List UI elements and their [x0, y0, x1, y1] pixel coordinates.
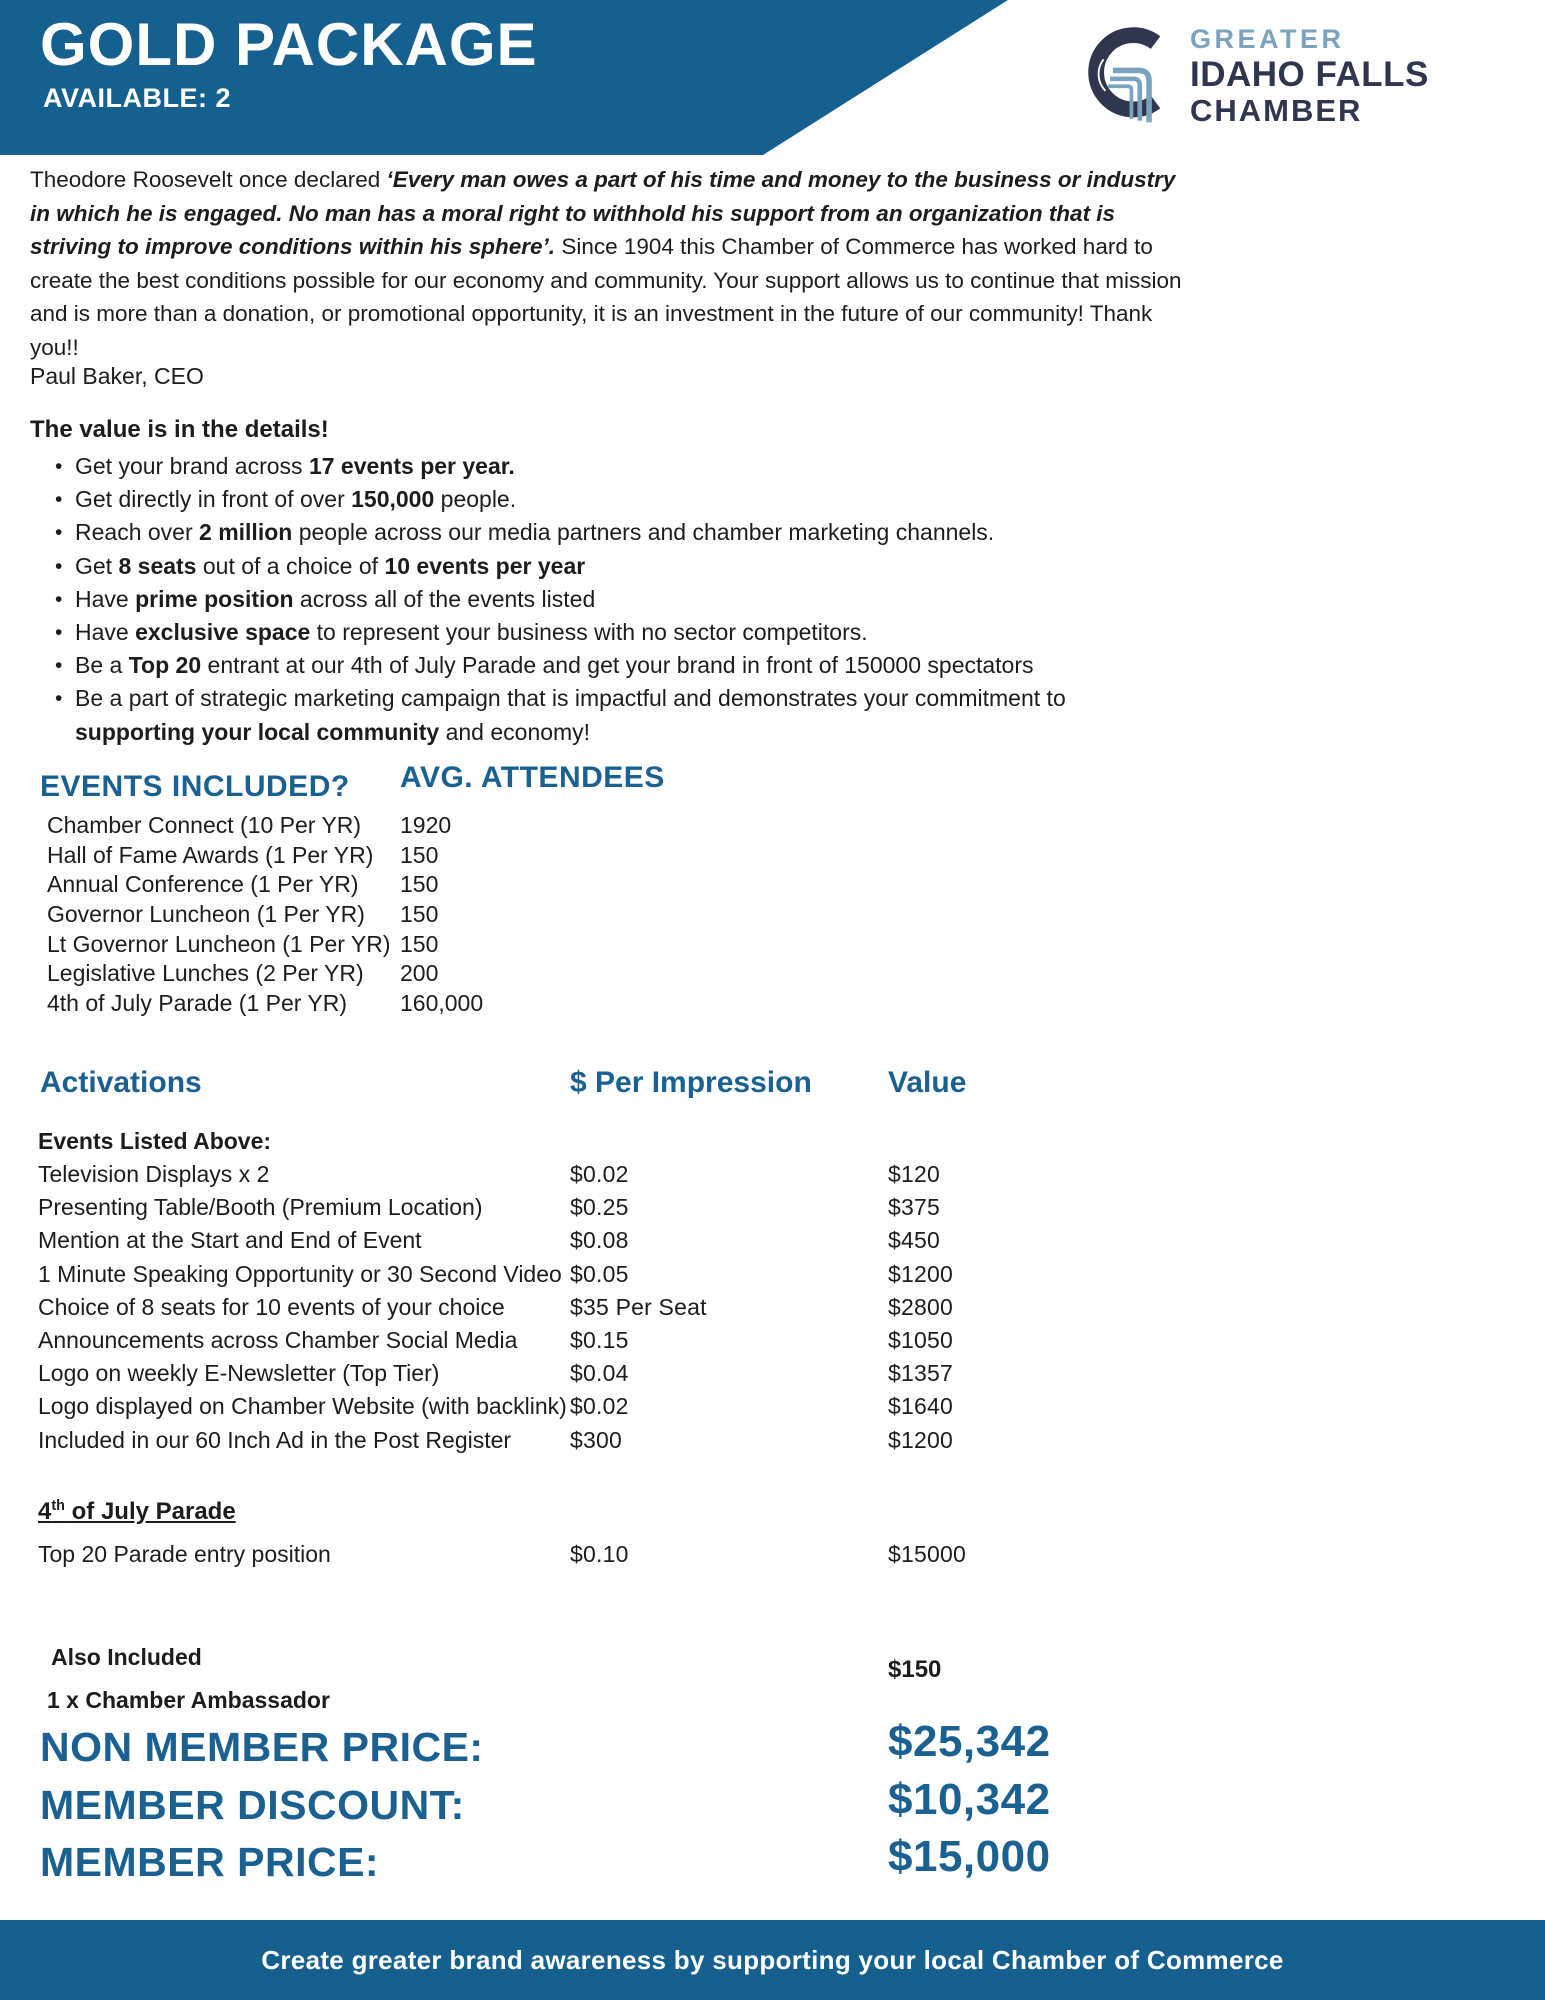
details-heading: The value is in the details!	[30, 416, 329, 443]
price-label: NON MEMBER PRICE:	[40, 1724, 484, 1770]
activation-value: $1200	[888, 1426, 953, 1453]
parade-row	[38, 1541, 1505, 1574]
chamber-logo	[1072, 24, 1429, 128]
activation-per-impression: $0.15	[570, 1326, 629, 1353]
activations-heading: Activations	[40, 1066, 202, 1099]
activation-label: Announcements across Chamber Social Media	[38, 1326, 518, 1353]
event-name: 4th of July Parade (1 Per YR)	[47, 990, 347, 1017]
price-value: $10,342	[888, 1774, 1051, 1824]
price-label: MEMBER DISCOUNT:	[40, 1781, 465, 1828]
event-row	[47, 931, 483, 961]
avg-attendees-heading: AVG. ATTENDEES	[400, 761, 665, 794]
value-heading: Value	[888, 1066, 967, 1099]
benefit-item	[30, 450, 1105, 483]
activation-value: $1640	[888, 1393, 953, 1420]
event-name: Governor Luncheon (1 Per YR)	[47, 901, 365, 928]
activation-value: $1200	[888, 1260, 953, 1287]
event-attendees: 1920	[400, 812, 452, 838]
activation-row	[38, 1194, 1505, 1227]
event-row	[47, 871, 483, 901]
footer-band	[0, 1920, 1545, 2000]
event-row	[47, 960, 483, 990]
benefit-text: Get directly in front of over 150,000 people.	[75, 486, 517, 513]
intro-paragraph: Theodore Roosevelt once declared ‘Every man owes a part of his time and money to the business or industry in which he is engaged. No man has a moral right to withhold his support from an organization that is striving to improve conditions within his sphere’. Since 1904 this Chamber of Commerce has worked hard to create the best conditions possible for our economy and community. Your support allows us to continue that mission and is more than a donation, or promotional opportunity, it is an investment in the future of our community! Thank you!!	[30, 167, 1182, 360]
benefit-text: Get 8 seats out of a choice of 10 events per year	[75, 552, 586, 579]
activation-per-impression: $0.08	[570, 1227, 629, 1254]
event-row	[47, 901, 483, 931]
activation-value: $1050	[888, 1326, 953, 1353]
activation-label: Presenting Table/Booth (Premium Location)	[38, 1194, 483, 1221]
chamber-logo-text	[1190, 24, 1429, 126]
activation-per-impression: $0.04	[570, 1360, 629, 1387]
benefit-item	[30, 616, 1105, 649]
benefit-text: Get your brand across 17 events per year.	[75, 453, 515, 479]
also-included-label: Also Included	[51, 1644, 202, 1670]
price-row	[40, 1774, 1505, 1840]
activation-label: Television Displays x 2	[38, 1161, 270, 1187]
event-attendees: 200	[400, 960, 439, 987]
footer-tagline: Create greater brand awareness by supporting your local Chamber of Commerce	[261, 1944, 1284, 1975]
parade-per-impression: $0.10	[570, 1541, 629, 1567]
event-attendees: 160,000	[400, 990, 484, 1017]
activation-per-impression: $0.02	[570, 1393, 629, 1420]
benefit-item	[30, 583, 1105, 616]
chamber-ambassador-value: $150	[888, 1656, 942, 1683]
activation-value: $375	[888, 1194, 940, 1221]
price-row	[40, 1717, 1505, 1782]
price-value: $15,000	[888, 1832, 1051, 1881]
event-name: Lt Governor Luncheon (1 Per YR)	[47, 930, 391, 957]
price-value: $25,342	[888, 1717, 1051, 1766]
logo-idaho-falls: IDAHO FALLS	[1190, 55, 1429, 94]
per-impression-heading: $ Per Impression	[570, 1066, 812, 1099]
activation-row	[38, 1360, 1505, 1393]
activation-row	[38, 1393, 1505, 1426]
activation-per-impression: $0.02	[570, 1161, 629, 1187]
pricing-table	[40, 1717, 1505, 1897]
activation-per-impression: $0.05	[570, 1260, 629, 1287]
activation-per-impression: $35 Per Seat	[570, 1293, 707, 1320]
events-included-heading: EVENTS INCLUDED?	[40, 770, 350, 803]
activation-row	[38, 1427, 1505, 1460]
events-listed-above-label: Events Listed Above:	[38, 1128, 272, 1154]
activation-value: $450	[888, 1227, 940, 1254]
parade-value: $15000	[888, 1541, 966, 1567]
activation-label: Logo displayed on Chamber Website (with backlink)	[38, 1393, 567, 1420]
benefit-text: Have exclusive space to represent your business with no sector competitors.	[75, 619, 868, 646]
benefits-list	[30, 450, 1105, 749]
activation-row	[38, 1327, 1505, 1360]
chamber-ambassador-label: 1 x Chamber Ambassador	[47, 1687, 330, 1713]
activation-label: Choice of 8 seats for 10 events of your choice	[38, 1293, 505, 1320]
benefit-item	[30, 516, 1105, 549]
activation-label: Logo on weekly E-Newsletter (Top Tier)	[38, 1360, 440, 1387]
event-row	[47, 990, 483, 1020]
event-row	[47, 842, 483, 872]
logo-greater: GREATER	[1190, 24, 1345, 54]
benefit-item	[30, 550, 1105, 583]
activation-label: Mention at the Start and End of Event	[38, 1227, 422, 1254]
event-row	[47, 812, 483, 842]
signature: Paul Baker, CEO	[30, 363, 204, 389]
activations-table	[38, 1161, 1505, 1460]
activation-per-impression: $0.25	[570, 1194, 629, 1221]
activation-value: $1357	[888, 1360, 953, 1387]
parade-heading	[38, 1498, 236, 1526]
events-table	[47, 812, 483, 1020]
event-name: Chamber Connect (10 Per YR)	[47, 812, 362, 838]
activation-label: Included in our 60 Inch Ad in the Post Register	[38, 1426, 512, 1453]
activation-row	[38, 1294, 1505, 1327]
event-name: Hall of Fame Awards (1 Per YR)	[47, 841, 374, 868]
price-label: MEMBER PRICE:	[40, 1839, 380, 1885]
event-attendees: 150	[400, 841, 439, 868]
benefit-text: Have prime position across all of the events listed	[75, 585, 596, 612]
activation-row	[38, 1261, 1505, 1294]
benefit-item	[30, 682, 1105, 748]
availability-label: AVAILABLE: 2	[43, 83, 231, 113]
benefit-text: Reach over 2 million people across our media partners and chamber marketing channels.	[75, 519, 995, 546]
chamber-g-icon	[1072, 24, 1176, 128]
benefit-item	[30, 483, 1105, 516]
parade-label: Top 20 Parade entry position	[38, 1541, 331, 1567]
event-attendees: 150	[400, 930, 439, 957]
activation-row	[38, 1227, 1505, 1260]
activation-per-impression: $300	[570, 1426, 622, 1453]
activation-row	[38, 1161, 1505, 1194]
event-name: Annual Conference (1 Per YR)	[47, 871, 359, 898]
benefit-text: Be a Top 20 entrant at our 4th of July Parade and get your brand in front of 150000 spectators	[75, 652, 1034, 679]
price-row	[40, 1832, 1505, 1897]
package-title: GOLD PACKAGE	[40, 11, 538, 78]
activation-value: $2800	[888, 1293, 953, 1320]
event-name: Legislative Lunches (2 Per YR)	[47, 960, 364, 987]
activation-value: $120	[888, 1161, 940, 1187]
activation-label: 1 Minute Speaking Opportunity or 30 Second Video	[38, 1260, 562, 1287]
event-attendees: 150	[400, 871, 439, 898]
logo-chamber: CHAMBER	[1190, 93, 1363, 128]
parade-table	[38, 1541, 1505, 1574]
benefit-item	[30, 649, 1105, 682]
event-attendees: 150	[400, 901, 439, 928]
benefit-text: Be a part of strategic marketing campaign that is impactful and demonstrates your commitment to supporting your local community and economy!	[75, 685, 1066, 745]
parade-heading-text: 4th of July Parade	[38, 1498, 236, 1525]
